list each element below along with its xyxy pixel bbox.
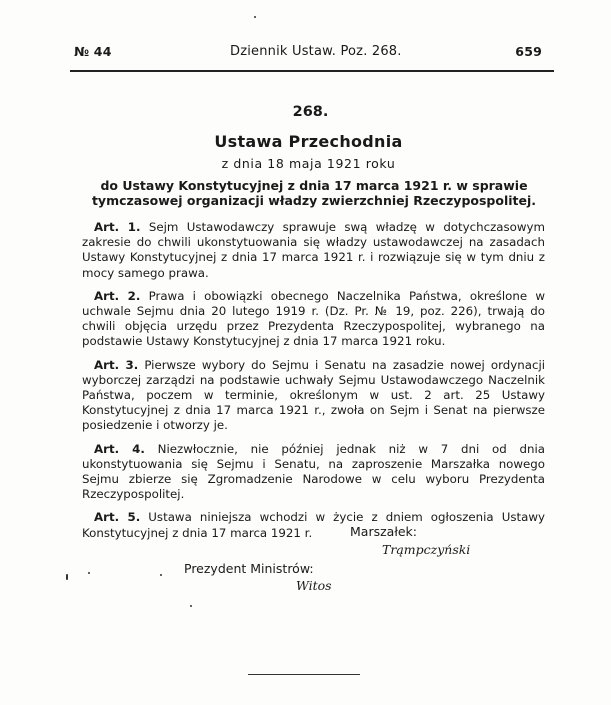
article-label: Art. 1. xyxy=(94,220,141,234)
page-number: 659 xyxy=(515,44,542,59)
article-label: Art. 5. xyxy=(94,510,141,525)
document-title: Ustawa Przechodnia xyxy=(214,132,403,151)
header-rule xyxy=(70,70,554,72)
article-label: Art. 2. xyxy=(94,288,141,303)
article-3 xyxy=(82,358,545,434)
ink-speck xyxy=(190,605,192,607)
closing-rule xyxy=(248,674,360,675)
article-2 xyxy=(82,289,545,350)
page-header xyxy=(70,44,550,64)
position-number: 268. xyxy=(292,104,329,120)
ink-speck xyxy=(88,572,90,574)
journal-title: Dziennik Ustaw. Poz. 268. xyxy=(230,44,402,59)
ink-speck xyxy=(160,574,162,576)
article-text: Pierwsze wybory do Sejmu i Senatu na zasadzie nowej ordynacji wyborczej zarządzi na podstawie uchwały Sejmu Ustawodawczego Naczelnik Państwa, poczem w terminie, określonym w ust. 2 art. 25 Ustawy Konstytucyjnej z dnia 17 marca 1921 r., zwoła on Sejm i Senat na pierwsze posiedzenie i otworzy je. xyxy=(82,357,545,433)
issue-number: № 44 xyxy=(74,44,112,59)
ink-speck xyxy=(66,574,68,580)
prime-minister-role: Prezydent Ministrów: xyxy=(184,561,314,576)
article-1 xyxy=(82,220,545,281)
marshal-signature: Trąmpczyński xyxy=(382,542,471,557)
article-text: Sejm Ustawodawczy sprawuje swą władzę w dotychczasowym zakresie do chwili ukonstytuowania się władzy ustawodawczej na zasadach Ustawy Konstytucyjnej z dnia 17 marca 1921 r. i rozwiązuje się w tym dniu z mocy samego prawa. xyxy=(82,220,545,280)
article-label: Art. 4. xyxy=(94,441,145,456)
article-label: Art. 3. xyxy=(94,357,139,372)
article-5 xyxy=(82,510,545,540)
articles-body xyxy=(82,220,545,549)
article-text: Prawa i obowiązki obecnego Naczelnika Państwa, określone w uchwale Sejmu dnia 20 lutego 1919 r. (Dz. Pr. № 19, poz. 226), trwają do chwili objęcia urzędu przez Prezydenta Rzeczypospolitej, wybranego na podstawie Ustawy Konstytucyjnej z dnia 17 marca 1921 roku. xyxy=(82,288,545,349)
prime-minister-signature: Witos xyxy=(296,578,332,593)
ink-speck xyxy=(254,16,256,18)
document-date: z dnia 18 maja 1921 roku xyxy=(221,156,396,171)
document-subtitle: do Ustawy Konstytucyjnej z dnia 17 marca 1921 r. w sprawie tymczasowej organizacji władzy zwierzchniej Rzeczypospolitej. xyxy=(91,178,537,208)
article-4 xyxy=(82,442,545,503)
marshal-role: Marszałek: xyxy=(350,524,418,539)
article-text: Ustawa niniejsza wchodzi w życie z dniem ogłoszenia Ustawy Konstytucyjnej z dnia 17 marca 1921 r. xyxy=(82,510,546,540)
article-text: Niezwłocznie, nie później jednak niż w 7 dni od dnia ukonstytuowania się Sejmu i Senatu, na zaproszenie Marszałka nowego Sejmu zbierze się Zgromadzenie Narodowe w celu wyboru Prezydenta Rzeczypospolitej. xyxy=(82,441,545,502)
